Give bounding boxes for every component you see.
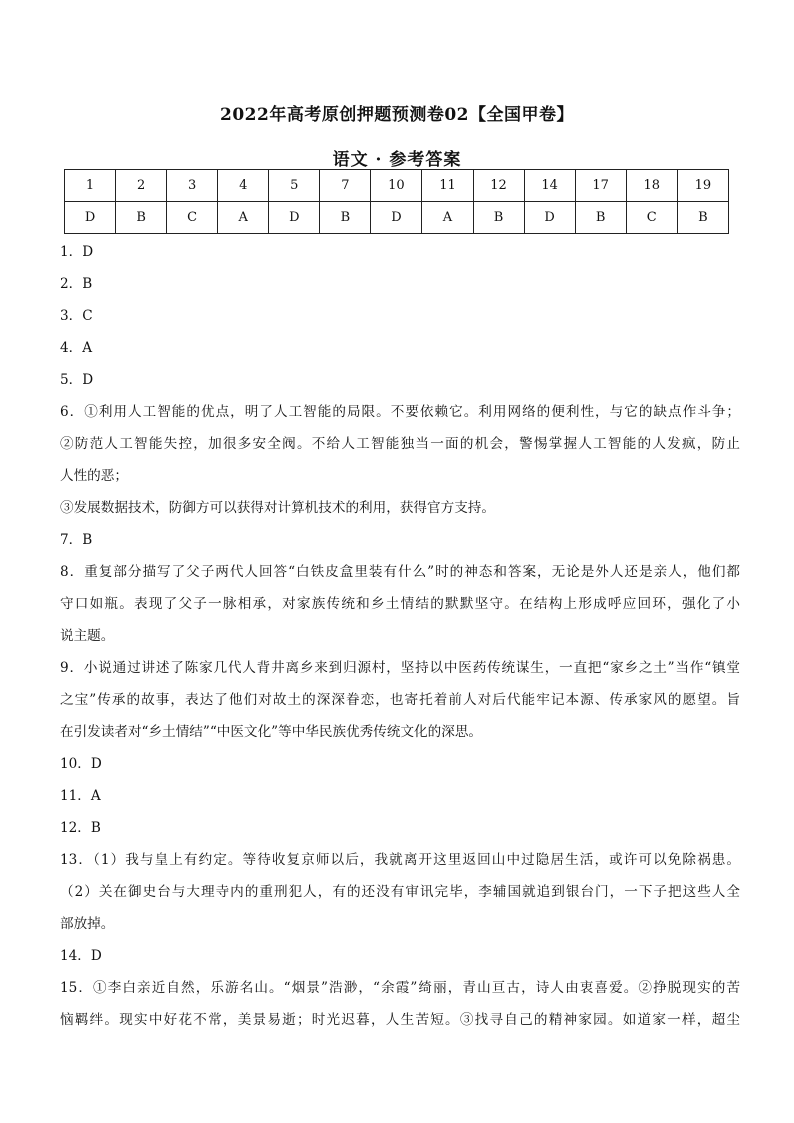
- answer-line: 14．D: [60, 948, 102, 964]
- answer-line: ②防范人工智能失控，加很多安全阀。不给人工智能独当一面的机会，警惕掌握人工智能的人发疯，防止: [60, 436, 740, 452]
- answer-line: 12．B: [60, 820, 101, 836]
- question-number-cell: 3: [167, 170, 218, 202]
- answer-cell: D: [269, 202, 320, 234]
- answer-line: （2）关在御史台与大理寺内的重刑犯人，有的还没有审讯完毕，李辅国就追到银台门，一下子把这些人全: [60, 884, 740, 900]
- question-number-cell: 12: [473, 170, 524, 202]
- answer-line: 3．C: [60, 308, 93, 324]
- answer-line: 13．（1）我与皇上有约定。等待收复京师以后，我就离开这里返回山中过隐居生活，或许可以免除祸患。: [60, 852, 740, 868]
- answer-line: ③发展数据技术，防御方可以获得对计算机技术的利用，获得官方支持。: [60, 500, 495, 516]
- answer-line: 11．A: [60, 788, 101, 804]
- answer-cell: C: [167, 202, 218, 234]
- question-number-row: [65, 170, 729, 202]
- answer-cell: B: [473, 202, 524, 234]
- answer-line: 7．B: [60, 532, 93, 548]
- question-number-cell: 10: [371, 170, 422, 202]
- answer-line: 5．D: [60, 372, 94, 388]
- answer-line: 4．A: [60, 340, 93, 356]
- question-number-cell: 18: [626, 170, 677, 202]
- document-subtitle: 语文 · 参考答案: [332, 150, 462, 170]
- answer-line: 之宝”传承的故事，表达了他们对故土的深深眷恋，也寄托着前人对后代能牢记本源、传承家风的愿望。旨: [60, 692, 740, 708]
- answer-cell: D: [371, 202, 422, 234]
- question-number-cell: 7: [320, 170, 371, 202]
- question-number-cell: 2: [116, 170, 167, 202]
- question-number-cell: 11: [422, 170, 473, 202]
- answer-cell: D: [524, 202, 575, 234]
- answer-explanations: [60, 242, 740, 1042]
- answer-line: 9．小说通过讲述了陈家几代人背井离乡来到归源村，坚持以中医药传统谋生，一直把“家乡之土”当作“镇堂: [60, 660, 740, 676]
- answer-table: [64, 169, 729, 234]
- question-number-cell: 5: [269, 170, 320, 202]
- answer-row: [65, 202, 729, 234]
- answer-line: 15．①李白亲近自然，乐游名山。“烟景”浩渺，“余霞”绮丽，青山亘古，诗人由衷喜爱。②挣脱现实的苦: [60, 980, 740, 996]
- answer-line: 10．D: [60, 756, 102, 772]
- answer-line: 说主题。: [60, 628, 115, 644]
- question-number-cell: 19: [677, 170, 728, 202]
- answer-line: 6．①利用人工智能的优点，明了人工智能的局限。不要依赖它。利用网络的便利性，与它的缺点作斗争；: [60, 404, 740, 420]
- answer-line: 1．D: [60, 244, 94, 260]
- answer-cell: B: [575, 202, 626, 234]
- document-title: 2022年高考原创押题预测卷02【全国甲卷】: [220, 105, 574, 125]
- answer-cell: A: [218, 202, 269, 234]
- answer-cell: B: [116, 202, 167, 234]
- answer-line: 守口如瓶。表现了父子一脉相承，对家族传统和乡土情结的默默坚守。在结构上形成呼应回环，强化了小: [60, 596, 740, 612]
- question-number-cell: 17: [575, 170, 626, 202]
- answer-line: 在引发读者对“乡土情结”“中医文化”等中华民族优秀传统文化的深思。: [60, 724, 483, 740]
- answer-cell: D: [65, 202, 116, 234]
- answer-line: 部放掉。: [60, 916, 115, 932]
- answer-cell: B: [320, 202, 371, 234]
- question-number-cell: 14: [524, 170, 575, 202]
- answer-line: 恼羁绊。现实中好花不常，美景易逝；时光迟暮，人生苦短。③找寻自己的精神家园。如道家一样，超尘: [60, 1012, 740, 1028]
- answer-line: 人性的恶；: [60, 468, 128, 484]
- answer-cell: B: [677, 202, 728, 234]
- answer-cell: C: [626, 202, 677, 234]
- question-number-cell: 1: [65, 170, 116, 202]
- question-number-cell: 4: [218, 170, 269, 202]
- answer-line: 2．B: [60, 276, 93, 292]
- answer-line: 8．重复部分描写了父子两代人回答“白铁皮盒里装有什么”时的神态和答案，无论是外人还是亲人，他们都: [60, 564, 740, 580]
- answer-cell: A: [422, 202, 473, 234]
